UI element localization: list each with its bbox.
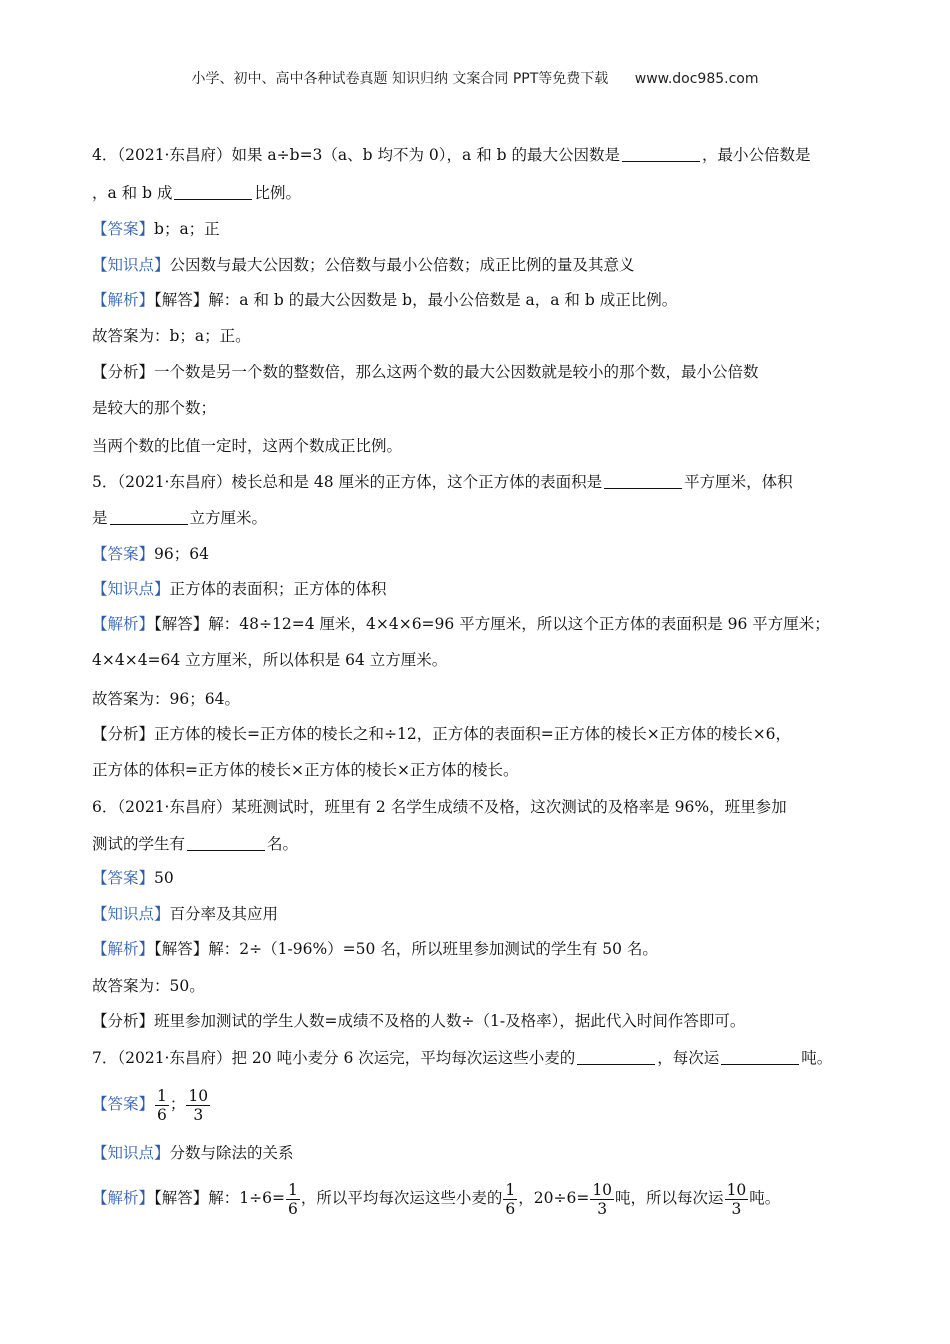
analysis-tag: 【解析】	[92, 1189, 155, 1207]
q7-knowledge: 【知识点】分数与除法的关系	[92, 1144, 294, 1162]
answer-blank	[721, 1048, 799, 1065]
answer-tag: 【答案】	[92, 545, 155, 563]
q7-stem-line1: 7．（2021·东昌府）把 20 吨小麦分 6 次运完，平均每次运这些小麦的 ，每次运 吨。	[92, 1049, 833, 1067]
fraction-ten-thirds: $\frac{10}{3}$	[592, 1180, 613, 1218]
header-site[interactable]: www.doc985.com	[634, 71, 759, 87]
q6-so: 故答案为：50。	[92, 977, 205, 995]
fraction-one-sixth: $\frac{1}{6}$	[505, 1180, 516, 1218]
q4-so: 故答案为：b；a；正。	[92, 327, 251, 345]
fraction-ten-thirds: $\frac{10}{3}$	[726, 1180, 747, 1218]
analysis-tag: 【解析】	[92, 615, 155, 633]
analysis-tag: 【解析】	[92, 291, 155, 309]
answer-blank	[110, 508, 188, 525]
knowledge-tag: 【知识点】	[92, 256, 170, 274]
page-header	[0, 68, 950, 88]
fraction-one-sixth: $\frac{1}{6}$	[157, 1086, 167, 1124]
q5-fenxi-line2: 正方体的体积=正方体的棱长×正方体的棱长×正方体的棱长。	[92, 761, 519, 779]
answer-blank	[604, 472, 682, 489]
knowledge-tag: 【知识点】	[92, 905, 170, 923]
analysis-tag: 【解析】	[92, 940, 155, 958]
q6-fenxi: 【分析】班里参加测试的学生人数=成绩不及格的人数÷（1-及格率），据此代入时间作答即可。	[92, 1012, 746, 1030]
q5-knowledge: 【知识点】正方体的表面积；正方体的体积	[92, 580, 387, 598]
answer-tag: 【答案】	[92, 220, 155, 238]
q4-answer: 【答案】b；a；正	[92, 220, 220, 238]
answer-blank	[174, 183, 252, 200]
q6-stem-line1: 6．（2021·东昌府）某班测试时，班里有 2 名学生成绩不及格，这次测试的及格率是 96%，班里参加	[92, 798, 787, 816]
q6-solution: 【解析】【解答】解：2÷（1-96%）=50 名，所以班里参加测试的学生有 50 名。	[92, 940, 658, 958]
q6-stem-line2: 测试的学生有 名。	[92, 835, 299, 853]
q5-solution-line2: 4×4×4=64 立方厘米，所以体积是 64 立方厘米。	[92, 651, 448, 669]
q7-solution: 【解析】【解答】解：1÷6= $\frac{1}{6}$ ，所以平均每次运这些小麦的 $\frac{1}{6}$ ，20÷6= $\frac{10}{3}$ 吨，所以每次运 $\frac{10}{3}$ 吨。	[92, 1180, 781, 1218]
knowledge-tag: 【知识点】	[92, 1144, 170, 1162]
q5-stem-line2: 是 立方厘米。	[92, 509, 268, 527]
answer-tag: 【答案】	[92, 1095, 155, 1113]
q4-stem-line2: ，a 和 b 成 比例。	[92, 184, 301, 202]
header-text: 小学、初中、高中各种试卷真题 知识归纳 文案合同 PPT等免费下载	[191, 71, 609, 87]
q7-answer: 【答案】 $\frac{1}{6}$ ； $\frac{10}{3}$	[92, 1086, 209, 1124]
q4-fenxi-line1: 【分析】一个数是另一个数的整数倍，那么这两个数的最大公因数就是较小的那个数，最小公倍数	[92, 363, 759, 381]
q4-solution: 【解析】【解答】解：a 和 b 的最大公因数是 b，最小公倍数是 a，a 和 b 成正比例。	[92, 291, 678, 309]
answer-blank	[187, 834, 265, 851]
q4-fenxi-line2: 是较大的那个数；	[92, 399, 217, 417]
answer-blank	[622, 145, 700, 162]
answer-tag: 【答案】	[92, 869, 155, 887]
q5-so: 故答案为：96；64。	[92, 690, 240, 708]
q5-solution-line1: 【解析】【解答】解：48÷12=4 厘米，4×4×6=96 平方厘米，所以这个正方体的表面积是 96 平方厘米；	[92, 615, 830, 633]
fraction-one-sixth: $\frac{1}{6}$	[287, 1180, 298, 1218]
answer-blank	[577, 1048, 655, 1065]
fraction-ten-thirds: $\frac{10}{3}$	[188, 1086, 209, 1124]
q5-answer: 【答案】96；64	[92, 545, 209, 563]
q6-knowledge: 【知识点】百分率及其应用	[92, 905, 279, 923]
q4-stem-line1: 4．（2021·东昌府）如果 a÷b=3（a、b 均不为 0），a 和 b 的最大公因数是 ，最小公倍数是	[92, 146, 811, 164]
q6-answer: 【答案】50	[92, 869, 174, 887]
q4-fenxi-line3: 当两个数的比值一定时，这两个数成正比例。	[92, 437, 403, 455]
q5-fenxi-line1: 【分析】正方体的棱长=正方体的棱长之和÷12，正方体的表面积=正方体的棱长×正方体的棱长×6，	[92, 725, 792, 743]
q4-knowledge: 【知识点】公因数与最大公因数；公倍数与最小公倍数；成正比例的量及其意义	[92, 256, 635, 274]
knowledge-tag: 【知识点】	[92, 580, 170, 598]
q5-stem-line1: 5．（2021·东昌府）棱长总和是 48 厘米的正方体，这个正方体的表面积是 平方厘米，体积	[92, 473, 793, 491]
